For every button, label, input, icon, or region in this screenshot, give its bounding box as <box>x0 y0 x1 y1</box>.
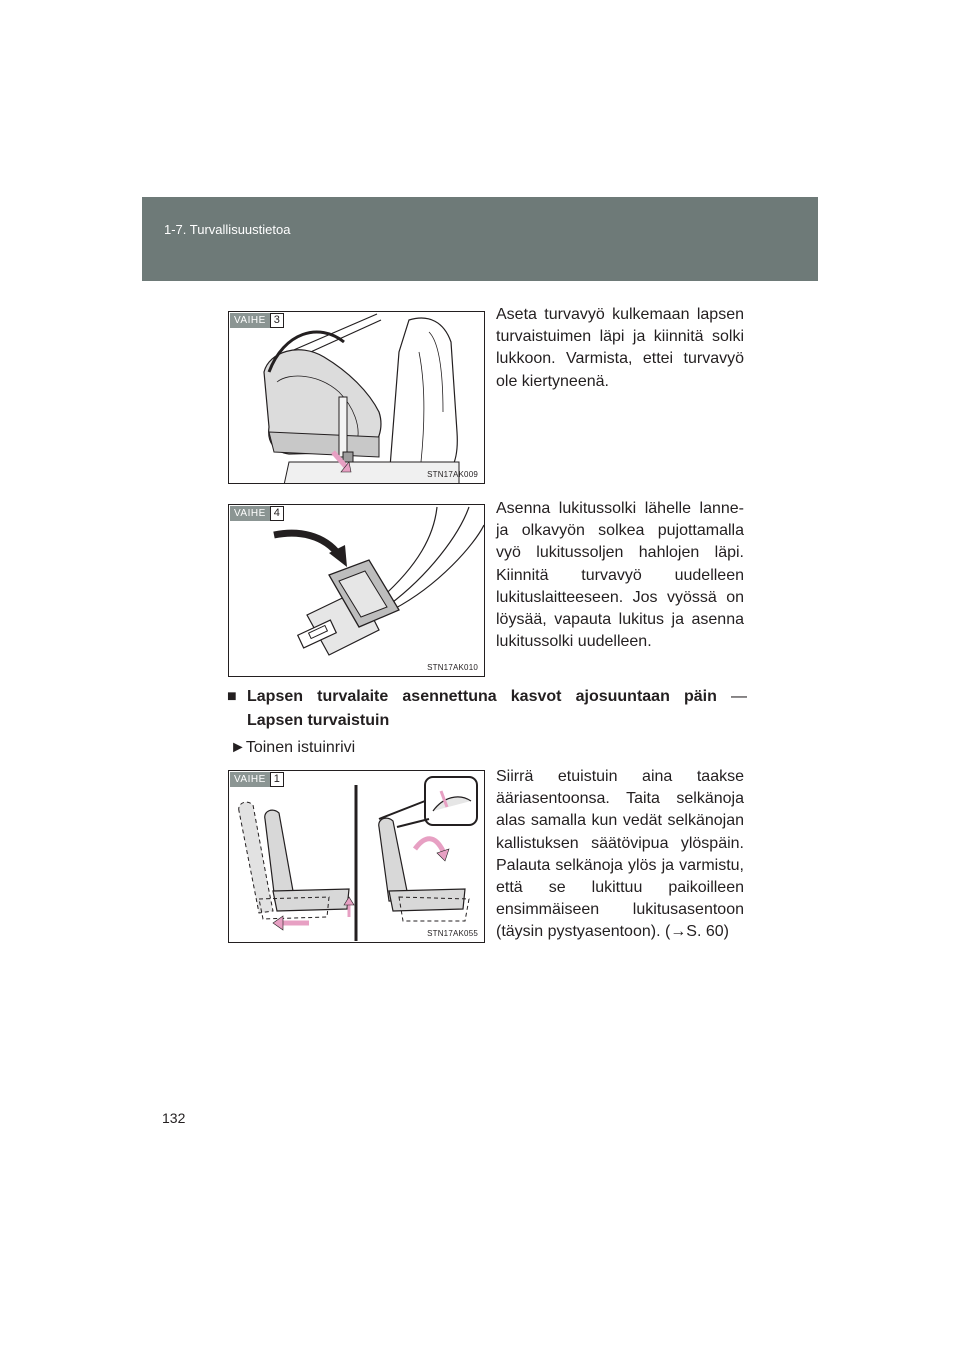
front-seat-fold-illustration <box>229 771 485 943</box>
heading-word: kasvot <box>510 688 562 705</box>
step-badge-word: VAIHE <box>230 772 270 787</box>
figure-step-4 <box>228 504 485 677</box>
heading-word: ajosuuntaan <box>575 688 670 705</box>
section-heading-line-1 <box>247 685 747 708</box>
heading-word: — <box>730 688 747 705</box>
step-badge <box>230 313 284 328</box>
heading-word: asennettuna <box>402 688 497 705</box>
figure-code: STN17AK010 <box>427 663 478 672</box>
subheading-second-row: ►Toinen istuinrivi <box>230 739 356 756</box>
step-3-text: Aseta turvavyö kulkemaan lapsen turvaistuimen läpi ja kiinnitä solki lukkoon. Varmista, ettei turvavyö ole kiertyneenä. <box>496 306 744 390</box>
step-1-text: Siirrä etuistuin aina taakse ääriasentoonsa. Taita selkänoja alas samalla kun vedät selkänojan kallistuksen säätövipua ylöspäin. Palauta selkänoja ylös ja varmistu, että se lukittuu paikoilleen ensimmäiseen lukitusasentoon (täysin pystyasentoon). (→S. 60) <box>496 768 744 941</box>
figure-step-3 <box>228 311 485 484</box>
step-4-text: Asenna lukitussolki lähelle lanne- ja olkavyön solkea pujottamalla vyö lukitussoljen hahlojen läpi. Kiinnitä turvavyö uudelleen lukituslaitteeseen. Jos vyössä on löysää, vapauta lukitus ja asenna lukitussolki uudelleen. <box>496 500 744 651</box>
page-number: 132 <box>162 1110 186 1126</box>
section-title: 1-7. Turvallisuustietoa <box>164 222 291 237</box>
figure-code: STN17AK009 <box>427 470 478 479</box>
heading-word: päin <box>683 688 717 705</box>
header-band <box>142 197 818 281</box>
section-heading-line-2: Lapsen turvaistuin <box>247 712 390 729</box>
figure-code: STN17AK055 <box>427 929 478 938</box>
step-badge <box>230 772 284 787</box>
bullet-square: ■ <box>227 688 237 705</box>
step-badge-word: VAIHE <box>230 506 270 521</box>
step-badge-number: 4 <box>270 506 284 521</box>
step-badge-number: 1 <box>270 772 284 787</box>
child-seat-belt-illustration <box>229 312 485 484</box>
step-badge <box>230 506 284 521</box>
locking-clip-illustration <box>229 505 485 677</box>
heading-word: turvalaite <box>317 688 389 705</box>
step-badge-word: VAIHE <box>230 313 270 328</box>
step-badge-number: 3 <box>270 313 284 328</box>
heading-word: Lapsen <box>247 688 304 705</box>
figure-step-1 <box>228 770 485 943</box>
